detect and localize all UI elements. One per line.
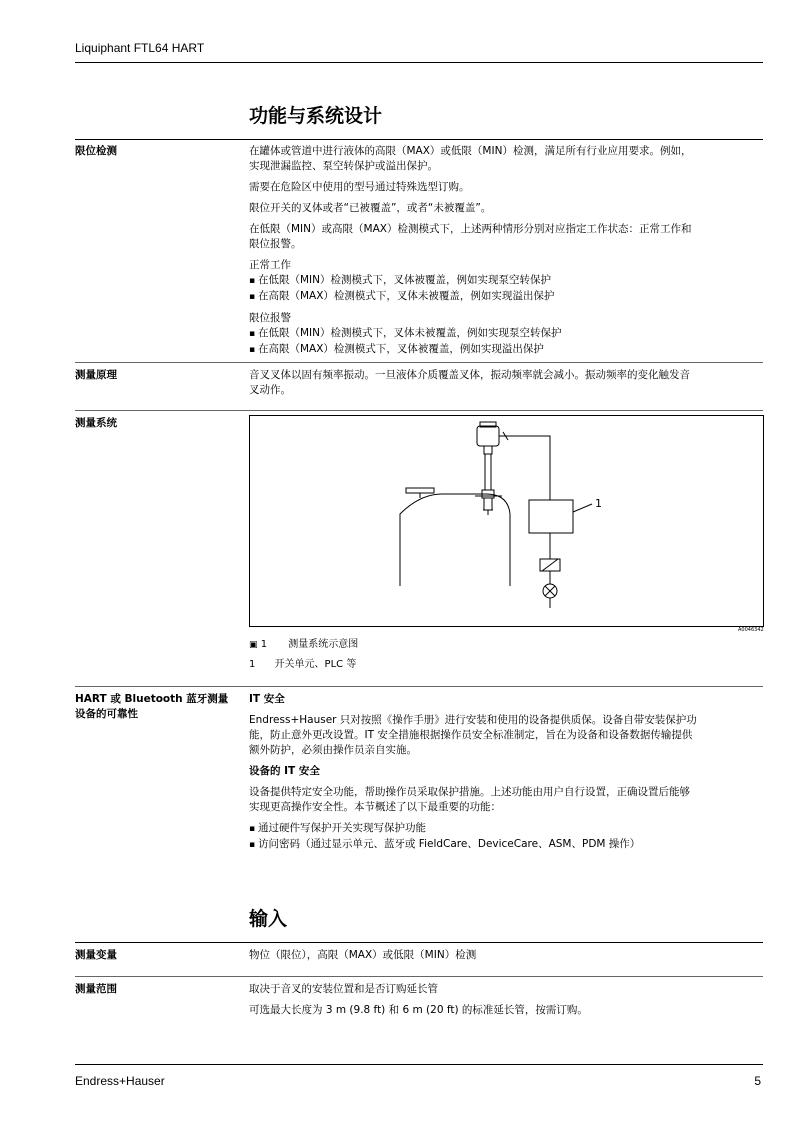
label-line: 设备的可靠性 (75, 708, 138, 720)
paragraph: 额外防护，必须由操作员亲自实施。 (249, 744, 417, 756)
footer-divider (75, 1064, 763, 1065)
variable-content (249, 948, 759, 963)
row-divider (75, 686, 763, 687)
bullet-item: ▪ 访问密码（通过显示单元、蓝牙或 FieldCare、DeviceCare、ASM、PDM 操作） (249, 837, 759, 853)
callout-label: 1 (595, 497, 602, 510)
signal-cable (499, 436, 550, 500)
label-line: HART 或 Bluetooth 蓝牙测量 (75, 693, 229, 705)
paragraph: 取决于音叉的安装位置和是否订购延长管 (249, 983, 438, 995)
legend-text: 开关单元、PLC 等 (274, 659, 357, 670)
row-label-measuring-principle: 测量原理 (75, 369, 117, 381)
principle-content (249, 368, 759, 398)
figure-icon: ▣ (249, 640, 258, 650)
paragraph: 能，防止意外更改设置。IT 安全措施根据操作员安全标准制定，旨在为设备和设备数据传输提供 (249, 729, 693, 741)
limit-detection-content (249, 144, 759, 358)
row-label-measuring-system: 测量系统 (75, 417, 117, 429)
bullet-item: ▪ 在低限（MIN）检测模式下，叉体未被覆盖，例如实现泵空转保护 (249, 326, 759, 342)
header-divider (75, 62, 763, 63)
footer-brand: Endress+Hauser (75, 1074, 165, 1088)
sub-heading-alarm: 限位报警 (249, 312, 291, 324)
paragraph: 限位开关的叉体或者“已被覆盖”，或者“未被覆盖”。 (249, 202, 492, 214)
row-label-measuring-range: 测量范围 (75, 983, 117, 995)
section-divider (75, 942, 763, 943)
sensor-housing (477, 426, 499, 446)
tuning-fork (483, 498, 493, 510)
figure-title: 测量系统示意图 (288, 639, 359, 650)
page-number: 5 (754, 1074, 761, 1088)
paragraph: 需要在危险区中使用的型号通过特殊选型订购。 (249, 181, 470, 193)
paragraph: 音叉叉体以固有频率振动。一旦液体介质覆盖叉体，振动频率就会减小。振动频率的变化触发音 (249, 369, 690, 381)
paragraph: Endress+Hauser 只对按照《操作手册》进行安装和使用的设备提供质保。设备自带安装保护功 (249, 714, 697, 726)
row-label-reliability (75, 692, 228, 722)
document-header-title: Liquiphant FTL64 HART (75, 41, 205, 55)
switching-unit (529, 500, 573, 533)
bullet-item: ▪ 在低限（MIN）检测模式下，叉体被覆盖，例如实现泵空转保护 (249, 273, 759, 289)
section-title-input: 输入 (249, 908, 288, 930)
row-label-measured-variable: 测量变量 (75, 949, 117, 961)
row-divider (75, 976, 763, 977)
diagram-id: A0046342 (738, 627, 764, 633)
paragraph: 设备提供特定安全功能，帮助操作员采取保护措施。上述功能由用户自行设置，正确设置后能够 (249, 786, 690, 798)
measuring-system-diagram (249, 415, 764, 627)
reliability-content (249, 692, 759, 853)
paragraph: 可选最大长度为 3 m (9.8 ft) 和 6 m (20 ft) 的标准延长管，按需订购。 (249, 1004, 588, 1016)
section-title-function-design: 功能与系统设计 (249, 105, 383, 127)
paragraph: 限位报警。 (249, 238, 302, 250)
paragraph: 在低限（MIN）或高限（MAX）检测模式下，上述两种情形分别对应指定工作状态：正常工作和 (249, 223, 692, 235)
sub-heading-device-it-security: 设备的 IT 安全 (249, 765, 320, 777)
tank-outline (400, 494, 510, 586)
row-divider (75, 362, 763, 363)
bullet-item: ▪ 在高限（MAX）检测模式下，叉体未被覆盖，例如实现溢出保护 (249, 289, 759, 305)
section-divider (75, 139, 763, 140)
figure-legend (249, 658, 356, 672)
row-label-limit-detection: 限位检测 (75, 145, 117, 157)
paragraph: 实现泄漏监控、泵空转保护或溢出保护。 (249, 160, 438, 172)
paragraph: 在罐体或管道中进行液体的高限（MAX）或低限（MIN）检测，满足所有行业应用要求。例如， (249, 145, 692, 157)
bullet-item: ▪ 通过硬件写保护开关实现写保护功能 (249, 821, 759, 837)
legend-number: 1 (249, 659, 256, 670)
figure-number: 1 (260, 639, 268, 650)
paragraph: 物位（限位），高限（MAX）或低限（MIN）检测 (249, 949, 477, 961)
paragraph: 叉动作。 (249, 384, 291, 396)
range-content (249, 982, 759, 1018)
paragraph: 实现更高操作安全性。本节概述了以下最重要的功能： (249, 801, 501, 813)
bullet-item: ▪ 在高限（MAX）检测模式下，叉体被覆盖，例如实现溢出保护 (249, 342, 759, 358)
tank-nozzle-flange (406, 488, 434, 493)
row-divider (75, 410, 763, 411)
sub-heading-normal: 正常工作 (249, 259, 291, 271)
measuring-system-drawing (250, 416, 763, 626)
figure-caption (249, 638, 358, 652)
sub-heading-it-security: IT 安全 (249, 693, 285, 705)
